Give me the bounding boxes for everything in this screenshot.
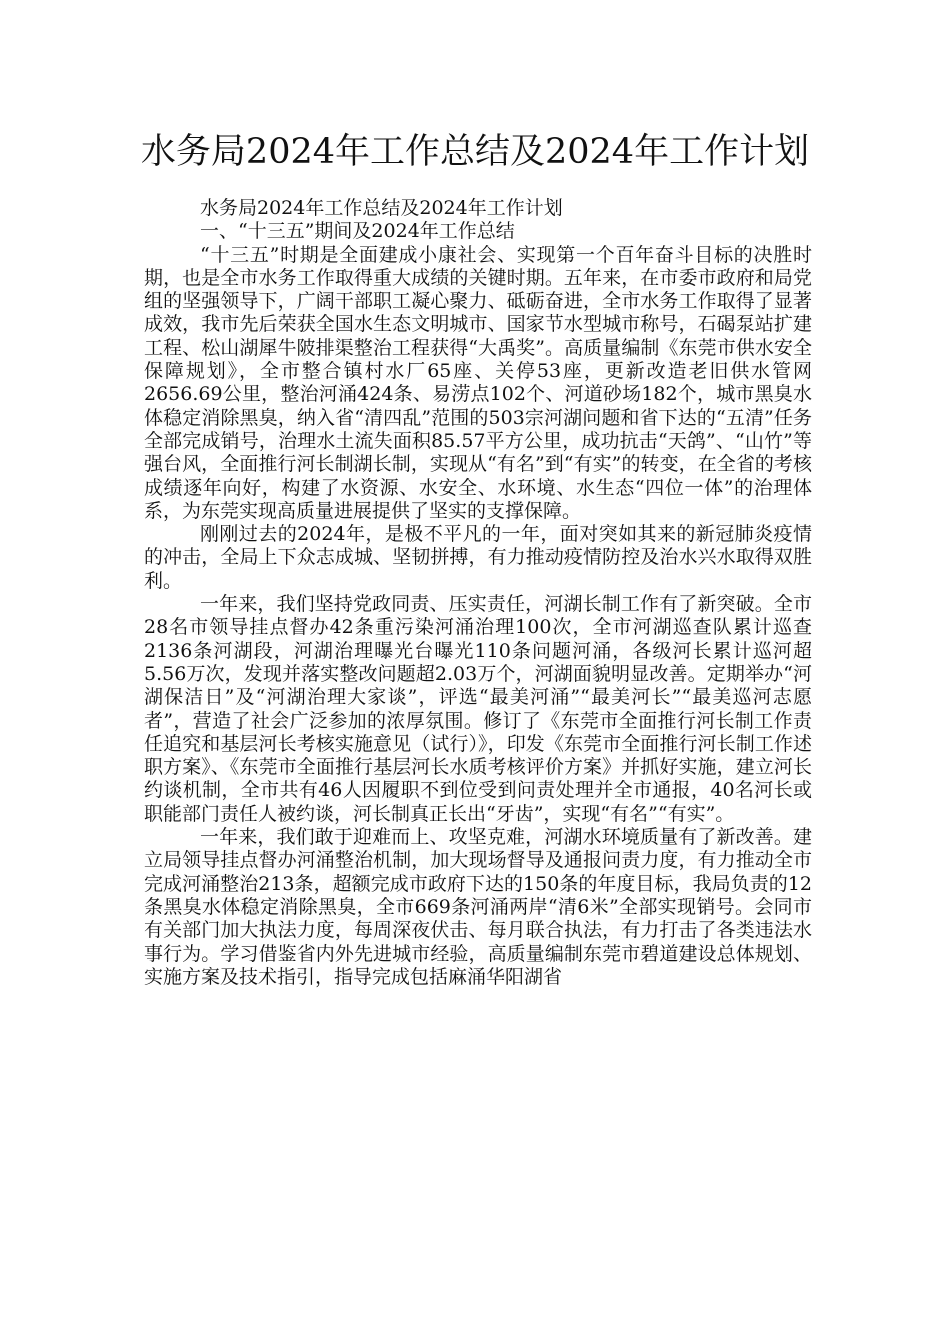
subtitle-line: 水务局2024年工作总结及2024年工作计划 xyxy=(200,197,563,219)
section-heading: 一、“十三五”期间及2024年工作总结 xyxy=(200,220,515,243)
paragraph-4: 一年来，我们敢于迎难而上、攻坚克难，河湖水环境质量有了新改善。建立局领导挂点督办河涌整治机制，加大现场督导及通报问责力度，有力推动全市完成河涌整治213条，超额完成市政府下达的150条的年度目标，我局负责的12条黑臭水体稳定消除黑臭，全市669条河涌两岸“清6米”全部实现销号。会同市有关部门加大执法力度，每周深夜伏击、每月联合执法，有力打击了各类违法水事行为。学习借鉴省内外先进城市经验，高质量编制东莞市碧道建设总体规划、实施方案及技术指引，指导完成包括麻涌华阳湖省 xyxy=(144,826,812,988)
paragraph-2: 刚刚过去的2024年，是极不平凡的一年，面对突如其来的新冠肺炎疫情的冲击，全局上下众志成城、坚韧拼搏，有力推动疫情防控及治水兴水取得双胜利。 xyxy=(144,523,812,592)
paragraph-3: 一年来，我们坚持党政同责、压实责任，河湖长制工作有了新突破。全市28名市领导挂点督办42条重污染河涌治理100次，全市河湖巡查队累计巡查2136条河湖段，河湖治理曝光台曝光110条问题河涌，各级河长累计巡河超5.56万次，发现并落实整改问题超2.03万个，河湖面貌明显改善。定期举办“河湖保洁日”及“河湖治理大家谈”，评选“最美河涌”“最美河长”“最美巡河志愿者”，营造了社会广泛参加的浓厚氛围。修订了《东莞市全面推行河长制工作责任追究和基层河长考核实施意见（试行）》，印发《东莞市全面推行河长制工作述职方案》、《东莞市全面推行基层河长水质考核评价方案》并抓好实施，建立河长约谈机制，全市共有46人因履职不到位受到问责处理并全市通报，40名河长或职能部门责任人被约谈，河长制真正长出“牙齿”，实现“有名”“有实”。 xyxy=(144,593,812,825)
document-title: 水务局2024年工作总结及2024年工作计划 xyxy=(140,132,810,172)
document-body xyxy=(144,197,812,989)
paragraph-1: “十三五”时期是全面建成小康社会、实现第一个百年奋斗目标的决胜时期，也是全市水务工作取得重大成绩的关键时期。五年来，在市委市政府和局党组的坚强领导下，广阔干部职工凝心聚力、砥砺奋进，全市水务工作取得了显著成效，我市先后荣获全国水生态文明城市、国家节水型城市称号，石碣泵站扩建工程、松山湖犀牛陂排渠整治工程获得“大禹奖”。高质量编制《东莞市供水安全保障规划》，全市整合镇村水厂65座、关停53座，更新改造老旧供水管网2656.69公里，整治河涌424条、易涝点102个、河道砂场182个，城市黑臭水体稳定消除黑臭，纳入省“清四乱”范围的503宗河湖问题和省下达的“五清”任务全部完成销号，治理水土流失面积85.57平方公里，成功抗击“天鸽”、“山竹”等强台风，全面推行河长制湖长制，实现从“有名”到“有实”的转变，在全省的考核成绩逐年向好，构建了水资源、水安全、水环境、水生态“四位一体”的治理体系，为东莞实现高质量进展提供了坚实的支撑保障。 xyxy=(144,243,812,522)
